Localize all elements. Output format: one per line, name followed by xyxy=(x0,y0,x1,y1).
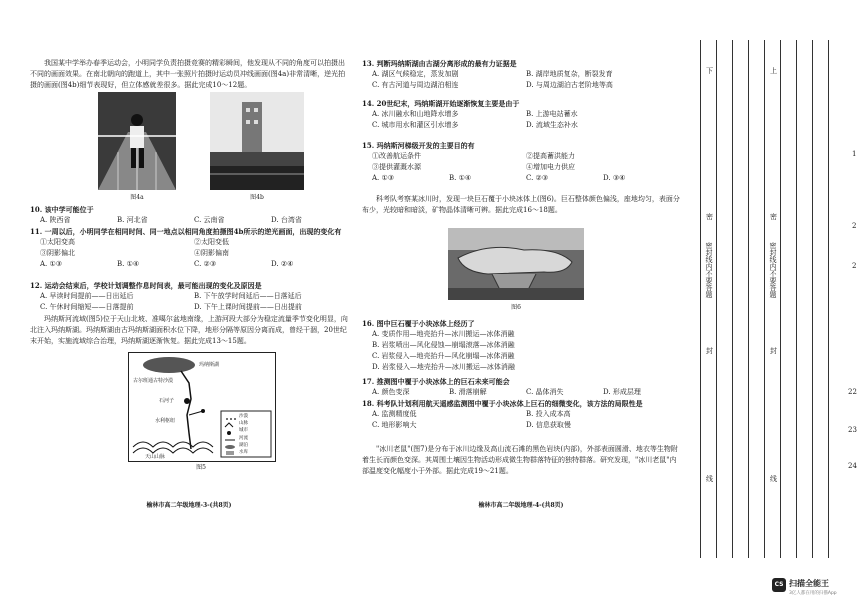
map-label: 玛纳斯湖 xyxy=(199,362,220,368)
figure-4a-photo xyxy=(98,92,176,190)
option[interactable]: D. 形成层理 xyxy=(603,388,641,396)
option[interactable]: A. ①③ xyxy=(40,260,63,268)
question-12 xyxy=(30,280,348,313)
question-15 xyxy=(362,140,680,184)
option[interactable]: D. 流域生态补水 xyxy=(526,121,578,129)
figure-4b-photo xyxy=(210,92,304,190)
map-label: 古尔班通古特沙漠 xyxy=(133,378,174,384)
question-15-options xyxy=(362,173,680,184)
question-17-stem: 17. 推测图中覆于小块冰体上的巨石未来可能会 xyxy=(362,377,510,386)
map-label: 天山山脉 xyxy=(145,454,166,460)
option[interactable]: A. 变质作用—地壳抬升—冰川搬运—冰体消融 xyxy=(372,330,515,338)
question-18-stem: 18. 科考队计划利用航天遥感监测图中覆于小块冰体上巨石的细微变化，该方法的局限性是 xyxy=(362,399,643,408)
question-17 xyxy=(362,376,680,398)
answer-line xyxy=(812,40,813,558)
question-15-items xyxy=(362,151,680,173)
edge-number: 22 xyxy=(848,388,857,396)
manas-river-map xyxy=(129,353,275,461)
item: ③阴影偏北 xyxy=(40,249,75,257)
binding-mark: 密 xyxy=(706,213,713,221)
option[interactable]: B. 滑落崩解 xyxy=(449,388,487,396)
option[interactable]: C. 午休时间缩短——日落提前 xyxy=(40,303,134,311)
option[interactable]: C. ②③ xyxy=(526,174,549,182)
option[interactable]: A. 颜色变深 xyxy=(372,388,410,396)
item: ①太阳变高 xyxy=(40,238,75,246)
option[interactable]: B. 投入成本高 xyxy=(526,410,571,418)
edge-number: 2 xyxy=(852,222,857,230)
question-14-stem: 14. 20世纪末，玛纳斯湖开始逐渐恢复主要是由于 xyxy=(362,99,520,108)
question-16-options xyxy=(362,329,680,373)
binding-mark: 线 xyxy=(706,475,713,483)
question-11-options xyxy=(30,259,348,270)
item: ②太阳变低 xyxy=(194,238,229,246)
option[interactable]: D. ③④ xyxy=(603,174,626,182)
option[interactable]: B. 上游电站蓄水 xyxy=(526,110,578,118)
option[interactable]: C. 岩浆侵入—地壳抬升—风化崩塌—冰体消融 xyxy=(372,352,515,360)
answer-line xyxy=(828,40,829,558)
binding-note: 密封线内不要答题 xyxy=(705,242,713,298)
legend-item: 湖泊 xyxy=(239,442,248,448)
question-11-items xyxy=(30,237,348,259)
option[interactable]: D. 台湾省 xyxy=(271,216,302,224)
question-18-options xyxy=(362,409,680,431)
question-16-stem: 16. 图中巨石覆于小块冰体上经历了 xyxy=(362,319,475,328)
page-footer: 榆林市高二年级地理-3-(共8页) xyxy=(146,502,232,509)
edge-number: 23 xyxy=(848,426,857,434)
legend-item: 水库 xyxy=(239,450,248,456)
option[interactable]: A. 早读时间提前——日出延后 xyxy=(40,292,134,300)
figure-6-photo xyxy=(448,228,584,300)
answer-line xyxy=(764,40,765,558)
question-11-stem: 11. 一周以后，小明同学在相同时间、同一地点以相同角度拍摄图4b所示的逆光画面，出现的变化有 xyxy=(30,227,342,236)
scanner-slogan: 3亿人都在用的扫描App xyxy=(789,591,837,596)
edge-number: 2 xyxy=(852,262,857,270)
legend-item: 沙漠 xyxy=(239,414,248,419)
question-17-options xyxy=(362,387,680,398)
legend-item: 河流 xyxy=(239,435,248,441)
intro-19-21: "冰川老鼠"(图7)是分布于冰川边缘及高山流石滩的黑色岩块(内部)，外部表面圆滑、地衣等生物附着生长而颜色变深。其周围土壤因生物活动形成微生物群落特征的独特群落。研究发现，"冰川老鼠"内部温度变化幅度小于外部。据此完成19～21题。 xyxy=(362,445,678,475)
answer-line xyxy=(780,40,781,558)
item: ①改善航运条件 xyxy=(372,152,421,160)
question-12-options xyxy=(30,291,348,313)
scanner-logo-icon: CS xyxy=(772,578,786,592)
question-14 xyxy=(362,98,680,131)
option[interactable]: C. 有古河道与周边湖泊相连 xyxy=(372,81,459,89)
binding-mark: 封 xyxy=(706,347,713,355)
intro-10-12: 我国某中学举办春季运动会，小明同学负责拍摄竞赛的精彩瞬间，他发现从不同的角度可以拍摄出不同的画面效果。在南北朝向的跑道上，其中一张照片拍摄时运动员冲线画面(图4a)非常清晰，逆光拍摄的画面(图4b)细节表现好，但立体感就差很多。据此完成10～12题。 xyxy=(30,59,346,89)
item: ②提高蓄洪能力 xyxy=(526,152,575,160)
binding-mark: 下 xyxy=(706,67,713,75)
figure-4b-caption: 图4b xyxy=(250,194,264,201)
figure-6-caption: 图6 xyxy=(511,304,521,311)
question-10 xyxy=(30,204,348,226)
question-11 xyxy=(30,226,348,270)
option[interactable]: A. 冰川融水和山地降水增多 xyxy=(372,110,459,118)
item: ④增加电力供应 xyxy=(526,163,575,171)
question-15-stem: 15. 玛纳斯河梯级开发的主要目的有 xyxy=(362,141,475,150)
map-label: 水利枢纽 xyxy=(155,418,176,424)
item: ④阴影偏南 xyxy=(194,249,229,257)
question-10-stem: 10. 该中学可能位于 xyxy=(30,205,94,214)
option[interactable]: C. 城市用水和灌区引水增多 xyxy=(372,121,459,129)
option[interactable]: C. ②③ xyxy=(194,260,217,268)
building-photo xyxy=(210,92,304,190)
edge-number: 1 xyxy=(852,150,857,158)
figure-5-map xyxy=(128,352,276,462)
option[interactable]: B. 岩浆喷出—风化侵蚀—崩塌滚落—冰体消融 xyxy=(372,341,515,349)
scanner-app-name: 扫描全能王 xyxy=(789,579,829,588)
scanner-watermark xyxy=(772,576,856,602)
option[interactable]: D. 岩浆侵入—地壳抬升—冰川搬运—冰体消融 xyxy=(372,363,515,371)
answer-line xyxy=(716,40,717,558)
figure-4a-caption: 图4a xyxy=(130,194,144,201)
option[interactable]: C. 地形影响大 xyxy=(372,421,417,429)
binding-mark: 密 xyxy=(770,213,777,221)
boulder-photo xyxy=(448,228,584,300)
edge-number: 24 xyxy=(848,462,857,470)
option[interactable]: A. ①③ xyxy=(372,174,395,182)
option[interactable]: B. 河北省 xyxy=(117,216,148,224)
intro-16-18: 科考队考察某冰川时，发现一块巨石覆于小块冰体上(图6)。巨石整体颜色偏浅，座地均匀，表面分布少，光较暗和暗淡，矿物晶体清晰可辨。据此完成16～18题。 xyxy=(362,195,680,214)
seal-line xyxy=(700,40,701,558)
option[interactable]: B. ①④ xyxy=(449,174,472,182)
answer-line xyxy=(748,40,749,558)
item: ③提供灌溉水源 xyxy=(372,163,421,171)
option[interactable]: A. 监测精度低 xyxy=(372,410,417,418)
option[interactable]: D. ②④ xyxy=(271,260,294,268)
question-10-options xyxy=(30,215,348,226)
question-13-options xyxy=(362,69,680,91)
option[interactable]: B. 湖岸地质复杂，断裂发育 xyxy=(526,70,613,78)
option[interactable]: D. 信息获取慢 xyxy=(526,421,571,429)
legend-item: 山脉 xyxy=(239,421,248,427)
option[interactable]: B. ①④ xyxy=(117,260,140,268)
map-label: 石河子 xyxy=(159,398,175,404)
map-legend xyxy=(239,413,248,456)
legend-item: 城市 xyxy=(239,428,248,434)
question-14-options xyxy=(362,109,680,131)
option[interactable]: B. 下午放学时间延后——日落延后 xyxy=(194,292,302,300)
option[interactable]: A. 陕西省 xyxy=(40,216,71,224)
option[interactable]: C. 晶体消失 xyxy=(526,388,564,396)
binding-note: 密封线内不要答题 xyxy=(769,242,777,298)
binding-mark: 线 xyxy=(770,475,777,483)
question-12-stem: 12. 运动会结束后，学校计划调整作息时间表，最可能出现的变化及原因是 xyxy=(30,281,262,290)
option[interactable]: D. 下午上课时间提前——日出提前 xyxy=(194,303,302,311)
question-16 xyxy=(362,318,680,373)
question-13-stem: 13. 判断玛纳斯湖由古湖分离形成的最有力证据是 xyxy=(362,59,517,68)
page-footer: 榆林市高二年级地理-4-(共8页) xyxy=(478,502,564,509)
option[interactable]: D. 与周边湖泊古老阶地等高 xyxy=(526,81,613,89)
option[interactable]: C. 云南省 xyxy=(194,216,225,224)
question-18 xyxy=(362,398,680,431)
intro-13-15: 玛纳斯河流域(图5)位于天山北坡、准噶尔盆地南缘，上游河段大部分为稳定流量季节变化明显，向北注入玛纳斯湖。玛纳斯湖由古玛纳斯湖面积水位下降，地形分隔等原因分离而成，曾经干涸，20世纪末开始，实施流域综合治理，玛纳斯湖逐渐恢复。据此完成13～15题。 xyxy=(30,315,348,345)
figure-5-caption: 图5 xyxy=(196,464,206,471)
answer-line xyxy=(796,40,797,558)
binding-mark: 上 xyxy=(770,67,777,75)
runner-photo xyxy=(98,92,176,190)
question-13 xyxy=(362,58,680,91)
binding-mark: 封 xyxy=(770,347,777,355)
option[interactable]: A. 湖区气候稳定，蒸发加剧 xyxy=(372,70,459,78)
answer-line xyxy=(732,40,733,558)
